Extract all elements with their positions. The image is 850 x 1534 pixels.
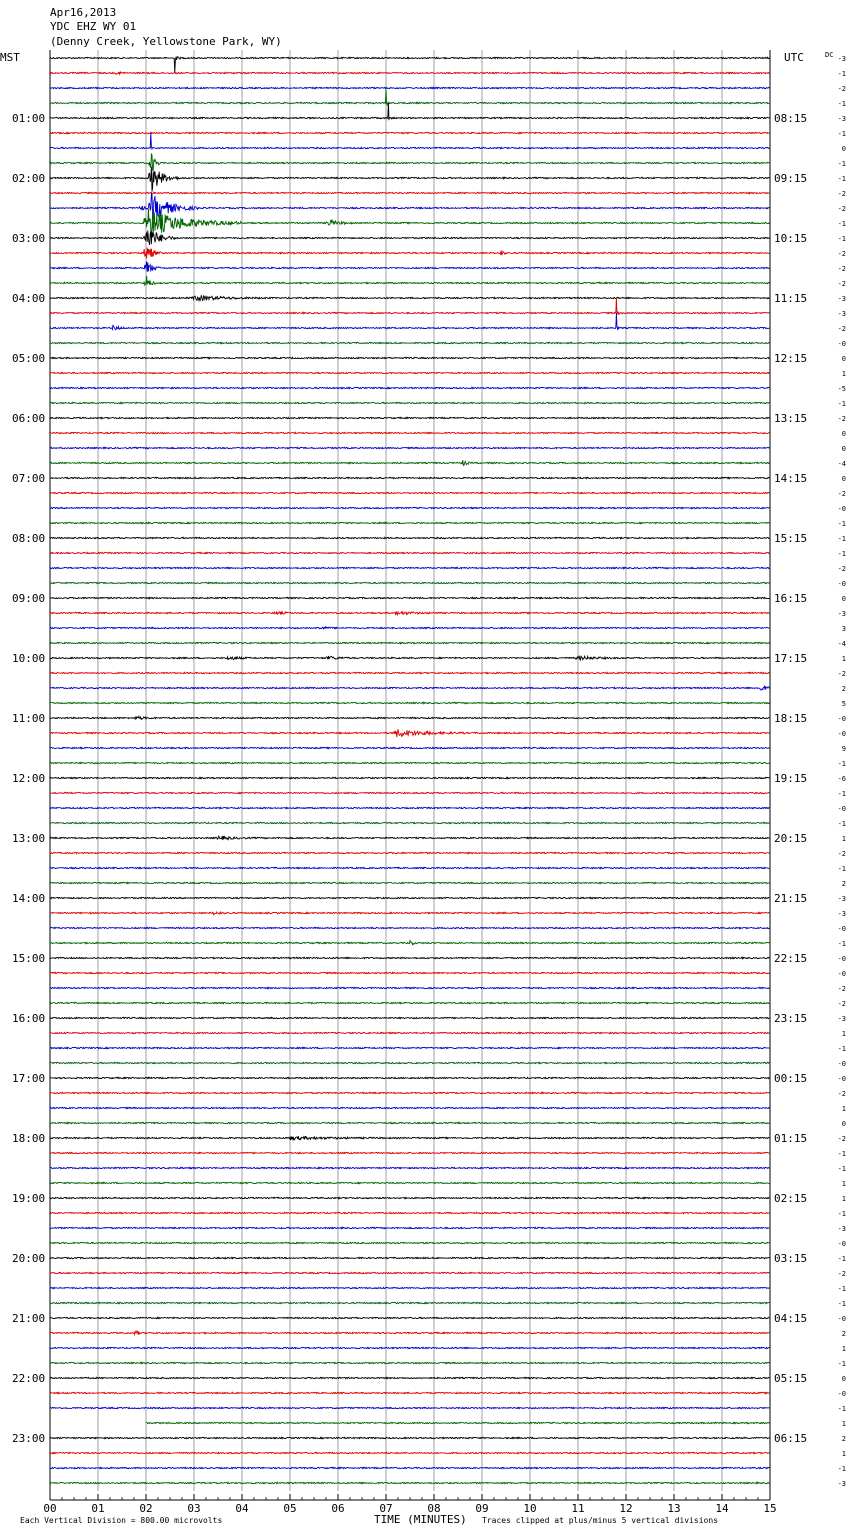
trace-74 [50,1167,769,1168]
trace-73 [50,1152,769,1153]
x-tick-label: 14 [715,1502,729,1515]
trace-55 [50,882,769,883]
dc-offset-label: -2 [837,670,846,678]
vertical-division-note: Each Vertical Division = 800.00 microvolts [20,1516,223,1525]
trace-44 [50,716,769,719]
trace-27 [50,460,769,465]
trace-4 [50,103,769,119]
trace-90 [50,1407,769,1408]
trace-39 [50,642,769,643]
x-tick-label: 00 [43,1502,57,1515]
trace-28 [50,477,769,478]
dc-offset-label: -2 [837,1090,846,1098]
dc-offset-label: -4 [837,460,846,468]
x-tick-label: 06 [331,1502,345,1515]
dc-offset-label: -3 [837,895,846,903]
dc-offset-label: -3 [837,1015,846,1023]
dc-offset-label: -0 [837,970,846,978]
trace-57 [50,912,769,915]
trace-29 [50,492,769,493]
x-tick-label: 02 [139,1502,153,1515]
trace-76 [50,1197,769,1198]
dc-offset-label: -1 [837,1300,846,1308]
trace-92 [50,1437,769,1438]
trace-68 [50,1077,769,1078]
dc-offset-label: -1 [837,820,846,828]
dc-offset-label: -2 [837,190,846,198]
trace-0 [50,57,769,73]
trace-43 [50,702,769,703]
dc-offset-label: -1 [837,550,846,558]
trace-78 [50,1227,769,1228]
utc-hour-label: 21:15 [774,892,808,905]
dc-offset-label: 0 [841,1120,846,1128]
trace-70 [50,1107,769,1108]
trace-89 [50,1392,769,1393]
utc-hour-label: 11:15 [774,292,808,305]
trace-62 [50,987,769,988]
dc-offset-label: 2 [841,880,846,888]
trace-85 [50,1331,769,1335]
trace-93 [50,1452,769,1453]
trace-87 [50,1362,769,1363]
dc-offset-label: -1 [837,130,846,138]
dc-offset-label: 5 [841,700,846,708]
trace-10 [50,193,769,220]
trace-79 [50,1242,769,1243]
trace-6 [50,133,769,149]
x-tick-label: 12 [619,1502,633,1515]
dc-offset-label: -1 [837,520,846,528]
trace-9 [50,192,769,193]
dc-offset-label: 1 [841,655,846,663]
dc-offset-label: -3 [837,310,846,318]
dc-offset-label: -1 [837,1165,846,1173]
trace-61 [50,972,769,973]
dc-offset-label: -2 [837,205,846,213]
dc-offset-label: 0 [841,475,846,483]
dc-offset-label: -1 [837,160,846,168]
dc-offset-label: -0 [837,505,846,513]
dc-offset-label: -0 [837,340,846,348]
trace-12 [50,231,769,245]
utc-hour-label: 20:15 [774,832,808,845]
dc-offset-label: 1 [841,1420,846,1428]
mst-hour-label: 11:00 [12,712,46,725]
mst-hour-label: 21:00 [12,1312,46,1325]
mst-hour-label: 10:00 [12,652,46,665]
dc-offset-label: -2 [837,850,846,858]
dc-offset-label: -1 [837,790,846,798]
trace-23 [50,402,769,403]
trace-51 [50,822,769,823]
trace-25 [50,432,769,433]
dc-offset-label: 1 [841,835,846,843]
plot-footer [20,1513,718,1526]
dc-offset-label: -1 [837,865,846,873]
trace-31 [50,522,769,523]
dc-label: DC [825,51,834,59]
trace-69 [50,1092,769,1093]
dc-offset-label: -1 [837,400,846,408]
dc-offset-label: 9 [841,745,846,753]
dc-offset-label: -0 [837,715,846,723]
dc-offset-label: 0 [841,145,846,153]
trace-58 [50,927,769,928]
trace-84 [50,1317,769,1318]
right-axis-label: UTC [784,51,804,64]
utc-hour-label: 05:15 [774,1372,808,1385]
dc-offset-label: -2 [837,565,846,573]
trace-54 [50,867,769,868]
mst-hour-label: 03:00 [12,232,46,245]
plot-header [0,6,833,64]
dc-offset-label: 0 [841,430,846,438]
trace-80 [50,1257,769,1258]
trace-81 [50,1272,769,1273]
dc-offset-label: -2 [837,415,846,423]
trace-88 [50,1377,769,1378]
trace-75 [50,1182,769,1183]
trace-50 [50,807,769,808]
trace-82 [50,1287,769,1288]
mst-hour-label: 05:00 [12,352,46,365]
dc-offset-label: -1 [837,1360,846,1368]
mst-hour-label: 18:00 [12,1132,46,1145]
location-label: (Denny Creek, Yellowstone Park, WY) [50,35,282,48]
dc-offset-label: -3 [837,610,846,618]
dc-offset-label: -0 [837,1390,846,1398]
trace-30 [50,507,769,508]
trace-group [50,57,769,1484]
trace-63 [50,1002,769,1003]
trace-41 [50,672,769,673]
trace-34 [50,567,769,568]
trace-71 [50,1122,769,1123]
dc-offset-label: -1 [837,220,846,228]
x-tick-label: 13 [667,1502,681,1515]
x-tick-label: 09 [475,1502,489,1515]
x-tick-label: 07 [379,1502,393,1515]
utc-hour-labels [774,112,807,1445]
mst-hour-label: 23:00 [12,1432,46,1445]
dc-offset-label: -0 [837,1240,846,1248]
trace-7 [50,154,769,171]
x-axis-title: TIME (MINUTES) [374,1513,467,1526]
utc-hour-label: 06:15 [774,1432,808,1445]
dc-offset-label: -2 [837,265,846,273]
dc-offset-label: 1 [841,1105,846,1113]
utc-hour-label: 02:15 [774,1192,808,1205]
trace-2 [50,87,769,88]
dc-offset-label: 0 [841,1375,846,1383]
dc-offset-label: -1 [837,70,846,78]
trace-95 [50,1482,769,1483]
utc-hour-label: 17:15 [774,652,808,665]
dc-offset-label: -1 [837,235,846,243]
trace-16 [50,296,769,301]
utc-hour-label: 09:15 [774,172,808,185]
dc-offset-label: -3 [837,910,846,918]
utc-hour-label: 14:15 [774,472,808,485]
utc-hour-label: 10:15 [774,232,808,245]
trace-42 [50,686,769,690]
dc-offset-label: 1 [841,1180,846,1188]
mst-hour-label: 12:00 [12,772,46,785]
trace-64 [50,1017,769,1018]
dc-offset-label: -1 [837,1210,846,1218]
mst-hour-label: 07:00 [12,472,46,485]
x-tick-label: 04 [235,1502,249,1515]
trace-14 [50,262,769,272]
dc-offset-label: -2 [837,325,846,333]
x-tick-label: 03 [187,1502,201,1515]
dc-offset-label: 2 [841,1330,846,1338]
dc-offset-label: -0 [837,805,846,813]
dc-offset-label: -1 [837,940,846,948]
dc-offset-labels [838,55,846,1488]
mst-hour-label: 02:00 [12,172,46,185]
x-tick-label: 11 [571,1502,585,1515]
dc-offset-label: -2 [837,1000,846,1008]
dc-offset-label: 0 [841,595,846,603]
mst-hour-label: 22:00 [12,1372,46,1385]
dc-offset-label: -0 [837,1075,846,1083]
mst-hour-label: 08:00 [12,532,46,545]
left-axis-label: MST [0,51,20,64]
mst-hour-label: 17:00 [12,1072,46,1085]
date-label: Apr16,2013 [50,6,117,19]
trace-48 [50,777,769,778]
dc-offset-label: 0 [841,445,846,453]
mst-hour-label: 01:00 [12,112,46,125]
trace-49 [50,792,769,793]
trace-40 [50,656,769,660]
trace-21 [50,372,769,373]
dc-offset-label: -1 [837,1285,846,1293]
utc-hour-label: 23:15 [774,1012,808,1025]
dc-offset-label: -2 [837,985,846,993]
trace-32 [50,537,769,538]
x-tick-label: 05 [283,1502,297,1515]
mst-hour-label: 04:00 [12,292,46,305]
trace-20 [50,357,769,358]
utc-hour-label: 22:15 [774,952,808,965]
x-tick-label: 01 [91,1502,105,1515]
station-label: YDC EHZ WY 01 [50,20,137,33]
dc-offset-label: 1 [841,1345,846,1353]
clip-note: Traces clipped at plus/minus 5 vertical divisions [482,1516,719,1525]
dc-offset-label: -3 [837,55,846,63]
dc-offset-label: 1 [841,1030,846,1038]
trace-65 [50,1032,769,1033]
utc-hour-label: 18:15 [774,712,808,725]
utc-hour-label: 19:15 [774,772,808,785]
trace-19 [50,342,769,343]
dc-offset-label: 1 [841,1450,846,1458]
utc-hour-label: 12:15 [774,352,808,365]
utc-hour-label: 16:15 [774,592,808,605]
dc-offset-label: -1 [837,1465,846,1473]
dc-offset-label: -5 [837,385,846,393]
utc-hour-label: 01:15 [774,1132,808,1145]
dc-offset-label: -4 [837,640,846,648]
dc-offset-label: -6 [837,775,846,783]
utc-hour-label: 00:15 [774,1072,808,1085]
dc-offset-label: -2 [837,85,846,93]
trace-66 [50,1047,769,1048]
dc-offset-label: 3 [841,625,846,633]
dc-offset-label: -3 [837,115,846,123]
mst-hour-label: 16:00 [12,1012,46,1025]
dc-offset-label: 1 [841,370,846,378]
trace-35 [50,582,769,583]
dc-offset-label: -1 [837,100,846,108]
trace-13 [50,248,769,259]
mst-hour-label: 15:00 [12,952,46,965]
trace-38 [50,627,769,629]
trace-8 [50,167,769,192]
x-tick-label: 10 [523,1502,537,1515]
trace-77 [50,1212,769,1213]
dc-offset-label: 2 [841,685,846,693]
dc-offset-label: -0 [837,730,846,738]
dc-offset-label: -3 [837,295,846,303]
x-axis [43,1494,776,1515]
utc-hour-label: 08:15 [774,112,808,125]
dc-offset-label: -3 [837,1480,846,1488]
trace-56 [50,897,769,898]
trace-5 [50,132,769,133]
trace-67 [50,1062,769,1063]
trace-46 [50,747,769,748]
dc-offset-label: -0 [837,1060,846,1068]
trace-15 [50,276,769,285]
trace-59 [50,941,769,945]
trace-94 [50,1467,769,1468]
dc-offset-label: 1 [841,1195,846,1203]
trace-36 [50,597,769,598]
x-tick-label: 08 [427,1502,441,1515]
trace-52 [50,836,769,840]
dc-offset-label: -0 [837,925,846,933]
trace-18 [50,313,769,330]
trace-91 [146,1422,769,1423]
trace-26 [50,447,769,448]
mst-hour-labels [12,112,45,1445]
dc-offset-label: -1 [837,535,846,543]
dc-offset-label: -1 [837,760,846,768]
trace-33 [50,552,769,553]
dc-offset-label: -3 [837,1225,846,1233]
mst-hour-label: 09:00 [12,592,46,605]
dc-offset-label: -1 [837,1150,846,1158]
mst-hour-label: 20:00 [12,1252,46,1265]
dc-offset-label: 2 [841,1435,846,1443]
dc-offset-label: -2 [837,250,846,258]
trace-83 [50,1302,769,1303]
trace-86 [50,1347,769,1348]
trace-1 [50,72,769,74]
trace-17 [50,298,769,315]
mst-hour-label: 19:00 [12,1192,46,1205]
utc-hour-label: 04:15 [774,1312,808,1325]
trace-22 [50,387,769,388]
trace-47 [50,762,769,763]
mst-hour-label: 13:00 [12,832,46,845]
trace-24 [50,417,769,418]
mst-hour-label: 06:00 [12,412,46,425]
utc-hour-label: 13:15 [774,412,808,425]
utc-hour-label: 15:15 [774,532,808,545]
trace-72 [50,1136,769,1140]
trace-60 [50,957,769,958]
trace-3 [50,88,769,105]
trace-53 [50,852,769,853]
dc-offset-label: -0 [837,955,846,963]
dc-offset-label: -2 [837,1135,846,1143]
dc-offset-label: -2 [837,490,846,498]
dc-offset-label: -2 [837,1270,846,1278]
trace-37 [50,611,769,615]
mst-hour-label: 14:00 [12,892,46,905]
dc-offset-label: -1 [837,175,846,183]
dc-offset-label: -2 [837,280,846,288]
dc-offset-label: -1 [837,1405,846,1413]
utc-hour-label: 03:15 [774,1252,808,1265]
dc-offset-label: -0 [837,1315,846,1323]
dc-offset-label: -0 [837,580,846,588]
dc-offset-label: -1 [837,1255,846,1263]
dc-offset-label: -1 [837,1045,846,1053]
trace-45 [50,729,769,737]
x-tick-label: 15 [763,1502,777,1515]
dc-offset-label: 0 [841,355,846,363]
